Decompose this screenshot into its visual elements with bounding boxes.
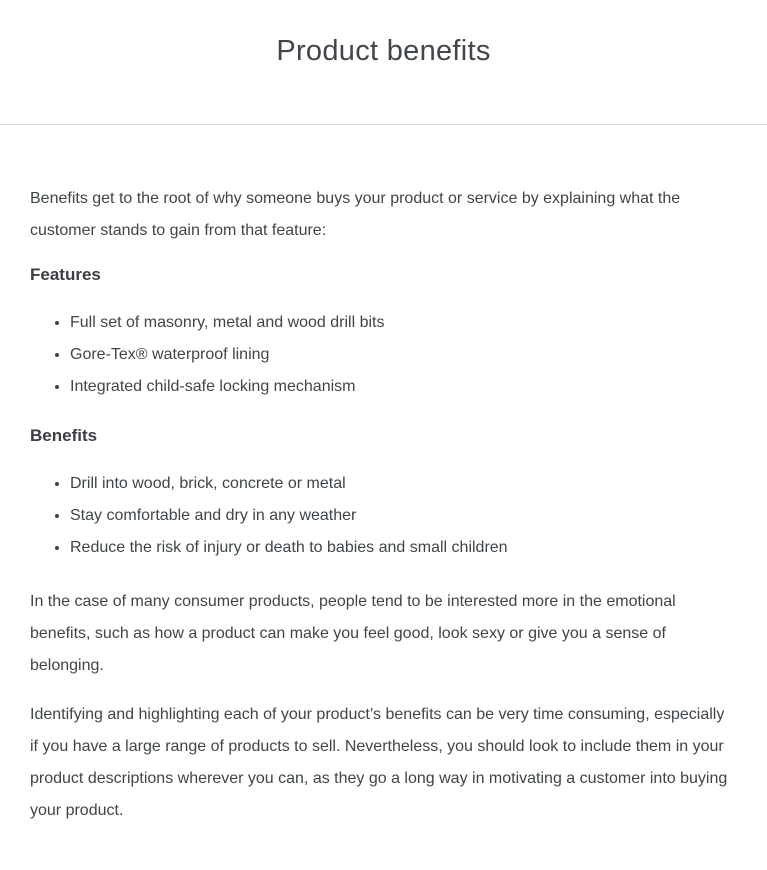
page-header xyxy=(0,0,767,125)
features-heading: Features xyxy=(30,265,101,284)
list-item: • Full set of masonry, metal and wood drill bits xyxy=(70,307,735,339)
intro-paragraph: Benefits get to the root of why someone buys your product or service by explaining what the customer stands to gain from that feature: xyxy=(30,190,681,239)
list-item: • Drill into wood, brick, concrete or metal xyxy=(70,468,735,500)
article-body xyxy=(0,125,767,827)
list-item: • Gore-Tex® waterproof lining xyxy=(70,339,735,371)
list-item: • Reduce the risk of injury or death to babies and small children xyxy=(70,532,735,564)
body-paragraph: Identifying and highlighting each of your product’s benefits can be very time consuming, especially if you have a large range of products to sell. Nevertheless, you should look to include them in your product descriptions wherever you can, as they go a long way in motivating a customer into buying your product. xyxy=(30,706,728,819)
page-title: Product benefits xyxy=(276,35,491,67)
features-list xyxy=(30,307,735,403)
list-item: • Integrated child-safe locking mechanism xyxy=(70,371,735,403)
benefits-heading: Benefits xyxy=(30,426,98,445)
benefits-list xyxy=(30,468,735,564)
list-item: • Stay comfortable and dry in any weather xyxy=(70,500,735,532)
body-paragraph: In the case of many consumer products, people tend to be interested more in the emotional benefits, such as how a product can make you feel good, look sexy or give you a sense of belonging. xyxy=(30,593,676,674)
